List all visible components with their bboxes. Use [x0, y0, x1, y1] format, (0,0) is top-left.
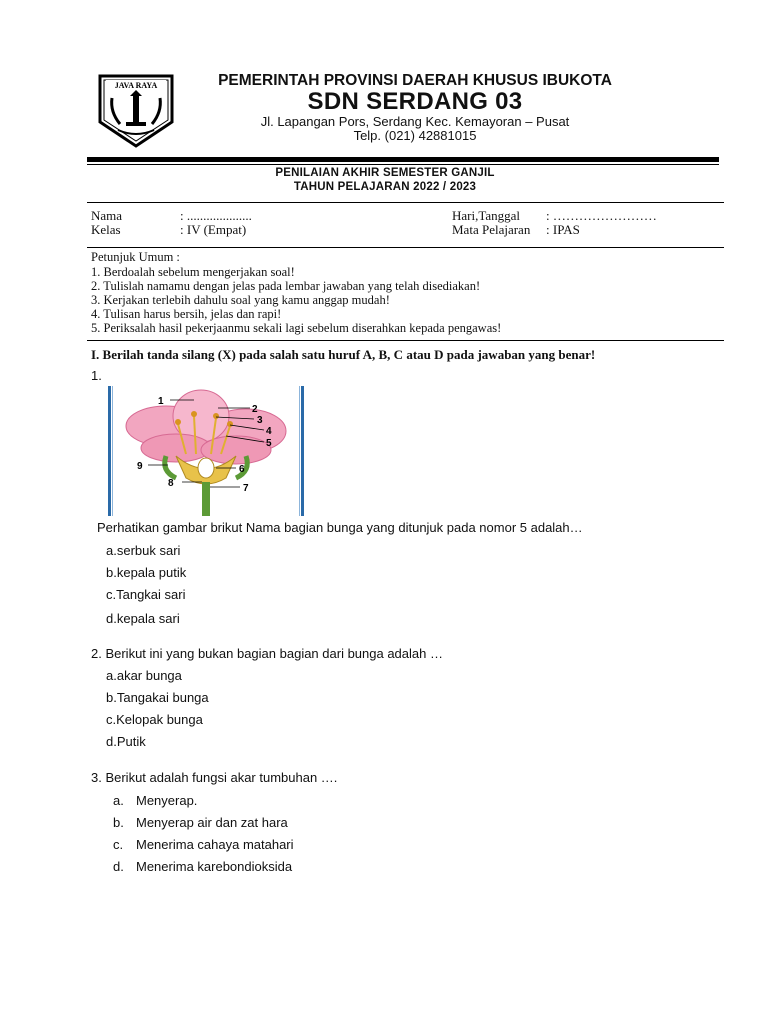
- flower-label-6: 6: [239, 464, 245, 475]
- q2-option-b[interactable]: b.Tangakai bunga: [106, 690, 209, 705]
- q3-option-d-letter: d.: [113, 859, 124, 874]
- q3-option-c[interactable]: Menerima cahaya matahari: [136, 837, 294, 852]
- q3-option-b-letter: b.: [113, 815, 124, 830]
- instruction-item: 2. Tulislah namamu dengan jelas pada lembar jawaban yang telah disediakan!: [91, 279, 481, 293]
- exam-title: PENILAIAN AKHIR SEMESTER GANJIL: [275, 167, 495, 179]
- q3-option-a-letter: a.: [113, 793, 124, 808]
- date-field: : ……………………: [546, 208, 657, 223]
- jakarta-emblem-logo: [96, 72, 176, 148]
- province-name: PEMERINTAH PROVINSI DAERAH KHUSUS IBUKOTA: [218, 72, 612, 89]
- q3-option-c-letter: c.: [113, 837, 124, 852]
- school-address: Jl. Lapangan Pors, Serdang Kec. Kemayoran – Pusat: [260, 114, 570, 129]
- flower-label-2: 2: [252, 404, 258, 415]
- q2-option-d[interactable]: d.Putik: [106, 734, 146, 749]
- instruction-item: 1. Berdoalah sebelum mengerjakan soal!: [91, 265, 295, 279]
- header-divider-thin: [87, 164, 719, 165]
- question-2-text: 2. Berikut ini yang bukan bagian bagian dari bunga adalah …: [91, 646, 443, 661]
- section-instruction: I. Berilah tanda silang (X) pada salah satu huruf A, B, C atau D pada jawaban yang benar!: [91, 347, 596, 362]
- exam-year: TAHUN PELAJARAN 2022 / 2023: [293, 181, 477, 193]
- q1-option-b[interactable]: b.kepala putik: [106, 565, 187, 580]
- class-label: Kelas: [91, 222, 121, 237]
- flower-label-3: 3: [257, 415, 263, 426]
- question-3-text: 3. Berikut adalah fungsi akar tumbuhan ….: [91, 770, 338, 785]
- q1-option-c[interactable]: c.Tangkai sari: [106, 587, 186, 602]
- instructions-title: Petunjuk Umum :: [91, 250, 180, 264]
- instruction-item: 5. Periksalah hasil pekerjaanmu sekali lagi sebelum diserahkan kepada pengawas!: [91, 321, 502, 335]
- instruction-item: 4. Tulisan harus bersih, jelas dan rapi!: [91, 307, 282, 321]
- info-bottom-rule: [87, 247, 724, 248]
- flower-diagram: [106, 386, 306, 516]
- name-label: Nama: [91, 208, 123, 223]
- q3-option-b[interactable]: Menyerap air dan zat hara: [136, 815, 288, 830]
- name-field: : ....................: [180, 208, 252, 223]
- school-name: SDN SERDANG 03: [307, 88, 523, 115]
- flower-label-9: 9: [137, 461, 143, 472]
- question-1-number: 1.: [91, 368, 102, 383]
- flower-label-7: 7: [243, 483, 249, 494]
- subject-label: Mata Pelajaran: [452, 222, 531, 237]
- q2-option-a[interactable]: a.akar bunga: [106, 668, 182, 683]
- logo-text: JAVA RAYA: [114, 81, 158, 90]
- flower-label-8: 8: [168, 478, 174, 489]
- question-1-text: Perhatikan gambar brikut Nama bagian bunga yang ditunjuk pada nomor 5 adalah…: [97, 520, 583, 535]
- flower-label-5: 5: [266, 438, 272, 449]
- q1-option-d[interactable]: d.kepala sari: [106, 611, 180, 626]
- q1-option-a[interactable]: a.serbuk sari: [106, 543, 181, 558]
- date-label: Hari,Tanggal: [452, 208, 521, 223]
- q2-option-c[interactable]: c.Kelopak bunga: [106, 712, 203, 727]
- subject-value: : IPAS: [546, 222, 580, 237]
- school-phone: Telp. (021) 42881015: [353, 128, 477, 143]
- q3-option-a[interactable]: Menyerap.: [136, 793, 198, 808]
- flower-label-4: 4: [266, 426, 272, 437]
- flower-label-1: 1: [158, 396, 164, 407]
- section-rule: [87, 340, 724, 341]
- class-value: : IV (Empat): [180, 222, 247, 237]
- instruction-item: 3. Kerjakan terlebih dahulu soal yang kamu anggap mudah!: [91, 293, 390, 307]
- q3-option-d[interactable]: Menerima karebondioksida: [136, 859, 293, 874]
- info-top-rule: [87, 202, 724, 203]
- header-divider-thick: [87, 157, 719, 162]
